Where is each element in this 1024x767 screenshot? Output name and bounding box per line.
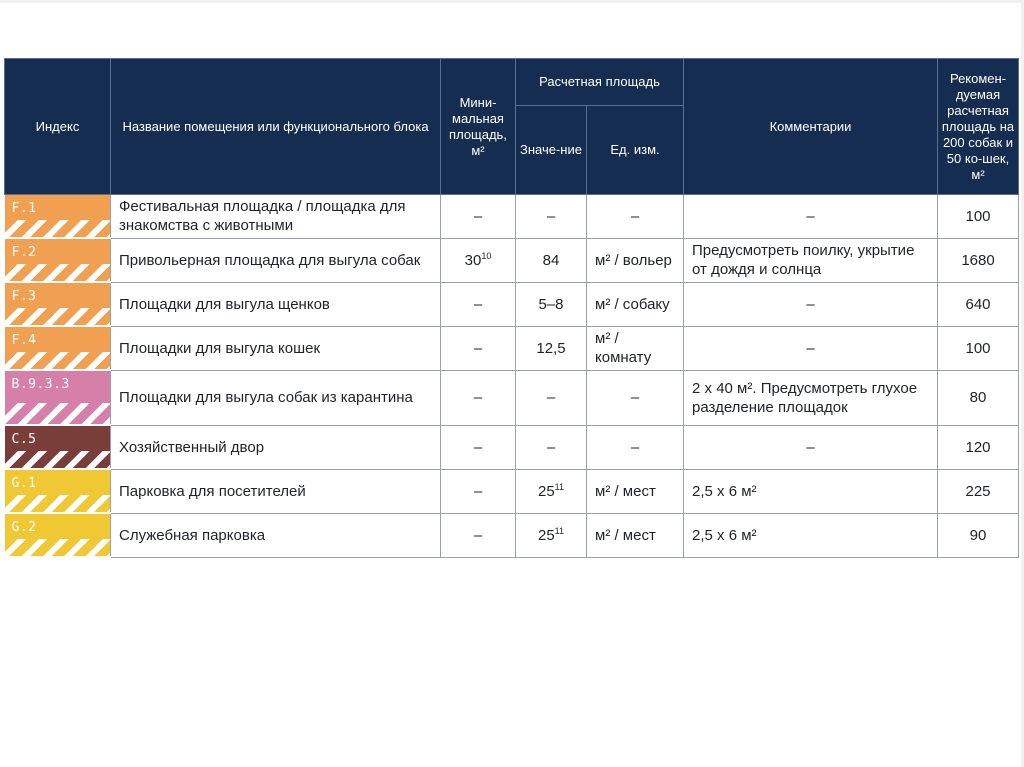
unit-cell: м² / вольер <box>587 238 684 282</box>
min-area-cell <box>441 513 516 557</box>
table-body <box>5 195 1019 558</box>
index-code: B.9.3.3 <box>11 377 70 392</box>
footnote-ref: 11 <box>554 525 565 536</box>
top-border <box>0 0 1024 3</box>
table-row <box>5 513 1019 557</box>
footnote-ref: 10 <box>481 250 492 261</box>
calc-value-cell <box>516 238 587 282</box>
unit-cell: м² / мест <box>587 469 684 513</box>
room-name-cell: Площадки для выгула щенков <box>111 282 441 326</box>
index-hatch-stripe <box>5 308 111 325</box>
table-row <box>5 195 1019 239</box>
index-cell <box>5 370 111 425</box>
index-cell <box>5 326 111 370</box>
calc-value-cell <box>516 513 587 557</box>
index-code: F.3 <box>11 289 37 304</box>
calc-value-cell <box>516 370 587 425</box>
recommended-area-cell: 640 <box>938 282 1019 326</box>
header-name: Название помещения или функционального блока <box>111 59 441 195</box>
header-recommended: Рекомен-дуемая расчетная площадь на 200 собак и 50 ко-шек, м² <box>938 59 1019 195</box>
calc-value: 5–8 <box>538 295 564 313</box>
index-cell <box>5 425 111 469</box>
index-hatch-stripe <box>5 264 111 281</box>
calc-value: 25 <box>537 482 555 500</box>
calc-value: 12,5 <box>536 339 566 357</box>
index-cell <box>5 469 111 513</box>
room-name-cell: Служебная парковка <box>111 513 441 557</box>
min-area-cell <box>441 425 516 469</box>
room-name-cell: Хозяйственный двор <box>111 425 441 469</box>
index-hatch-stripe <box>5 352 111 369</box>
index-hatch-stripe <box>5 539 111 556</box>
area-specification-table <box>4 58 1019 558</box>
comment-cell: – <box>684 195 938 239</box>
comment-cell: Предусмотреть поилку, укрытие от дождя и солнца <box>684 238 938 282</box>
min-area-cell <box>441 195 516 239</box>
calc-value-cell <box>516 469 587 513</box>
min-area-cell <box>441 469 516 513</box>
min-area-cell <box>441 282 516 326</box>
index-hatch-stripe <box>5 220 111 237</box>
comment-cell: 2,5 х 6 м² <box>684 513 938 557</box>
index-hatch-stripe <box>5 451 111 468</box>
min-area-value: – <box>473 295 483 313</box>
index-cell <box>5 195 111 239</box>
index-cell <box>5 513 111 557</box>
calc-value: – <box>546 207 556 225</box>
index-code: G.2 <box>11 520 37 535</box>
calc-value: 25 <box>537 526 555 544</box>
index-hatch-stripe <box>5 495 111 512</box>
comment-cell: 2 х 40 м². Предусмотреть глухое разделение площадок <box>684 370 938 425</box>
recommended-area-cell: 225 <box>938 469 1019 513</box>
recommended-area-cell: 80 <box>938 370 1019 425</box>
unit-cell: – <box>587 370 684 425</box>
room-name-cell: Фестивальная площадка / площадка для знакомства с животными <box>111 195 441 239</box>
table-row <box>5 370 1019 425</box>
calc-value: – <box>546 438 556 456</box>
calc-value-cell <box>516 282 587 326</box>
min-area-value: – <box>473 526 483 544</box>
table-row <box>5 326 1019 370</box>
min-area-value: – <box>473 389 483 406</box>
unit-cell: м² / комнату <box>587 326 684 370</box>
recommended-area-cell: 90 <box>938 513 1019 557</box>
room-name-cell: Площадки для выгула собак из карантина <box>111 370 441 425</box>
table-row <box>5 425 1019 469</box>
min-area-value: – <box>473 438 483 456</box>
min-area-value: – <box>473 339 483 357</box>
min-area-value: – <box>473 207 483 225</box>
header-min-area: Мини-мальная площадь, м² <box>441 59 516 195</box>
table-row <box>5 282 1019 326</box>
min-area-cell <box>441 238 516 282</box>
unit-cell: – <box>587 425 684 469</box>
table-row <box>5 238 1019 282</box>
recommended-area-cell: 100 <box>938 326 1019 370</box>
header-calc-area: Расчетная площадь <box>516 59 684 106</box>
index-cell <box>5 282 111 326</box>
min-area-cell <box>441 370 516 425</box>
comment-cell: – <box>684 282 938 326</box>
index-code: F.2 <box>11 245 37 260</box>
footnote-ref: 11 <box>554 481 565 492</box>
index-code: F.1 <box>11 201 37 216</box>
room-name-cell: Площадки для выгула кошек <box>111 326 441 370</box>
recommended-area-cell: 120 <box>938 425 1019 469</box>
calc-value: – <box>546 389 556 406</box>
header-unit: Ед. изм. <box>587 106 684 195</box>
calc-value-cell <box>516 425 587 469</box>
header-index: Индекс <box>5 59 111 195</box>
header-value: Значе-ние <box>516 106 587 195</box>
table-row <box>5 469 1019 513</box>
min-area-cell <box>441 326 516 370</box>
header-comments: Комментарии <box>684 59 938 195</box>
calc-value: 84 <box>542 251 560 269</box>
index-cell <box>5 238 111 282</box>
recommended-area-cell: 1680 <box>938 238 1019 282</box>
room-name-cell: Парковка для посетителей <box>111 469 441 513</box>
index-code: C.5 <box>11 432 37 447</box>
comment-cell: – <box>684 425 938 469</box>
index-code: G.1 <box>11 476 37 491</box>
calc-value-cell <box>516 195 587 239</box>
comment-cell: 2,5 х 6 м² <box>684 469 938 513</box>
recommended-area-cell: 100 <box>938 195 1019 239</box>
unit-cell: м² / мест <box>587 513 684 557</box>
comment-cell: – <box>684 326 938 370</box>
room-name-cell: Привольерная площадка для выгула собак <box>111 238 441 282</box>
index-hatch-stripe <box>5 403 111 424</box>
min-area-value: – <box>473 482 483 500</box>
unit-cell: м² / собаку <box>587 282 684 326</box>
index-code: F.4 <box>11 333 37 348</box>
calc-value-cell <box>516 326 587 370</box>
min-area-value: 30 <box>464 251 482 269</box>
unit-cell: – <box>587 195 684 239</box>
